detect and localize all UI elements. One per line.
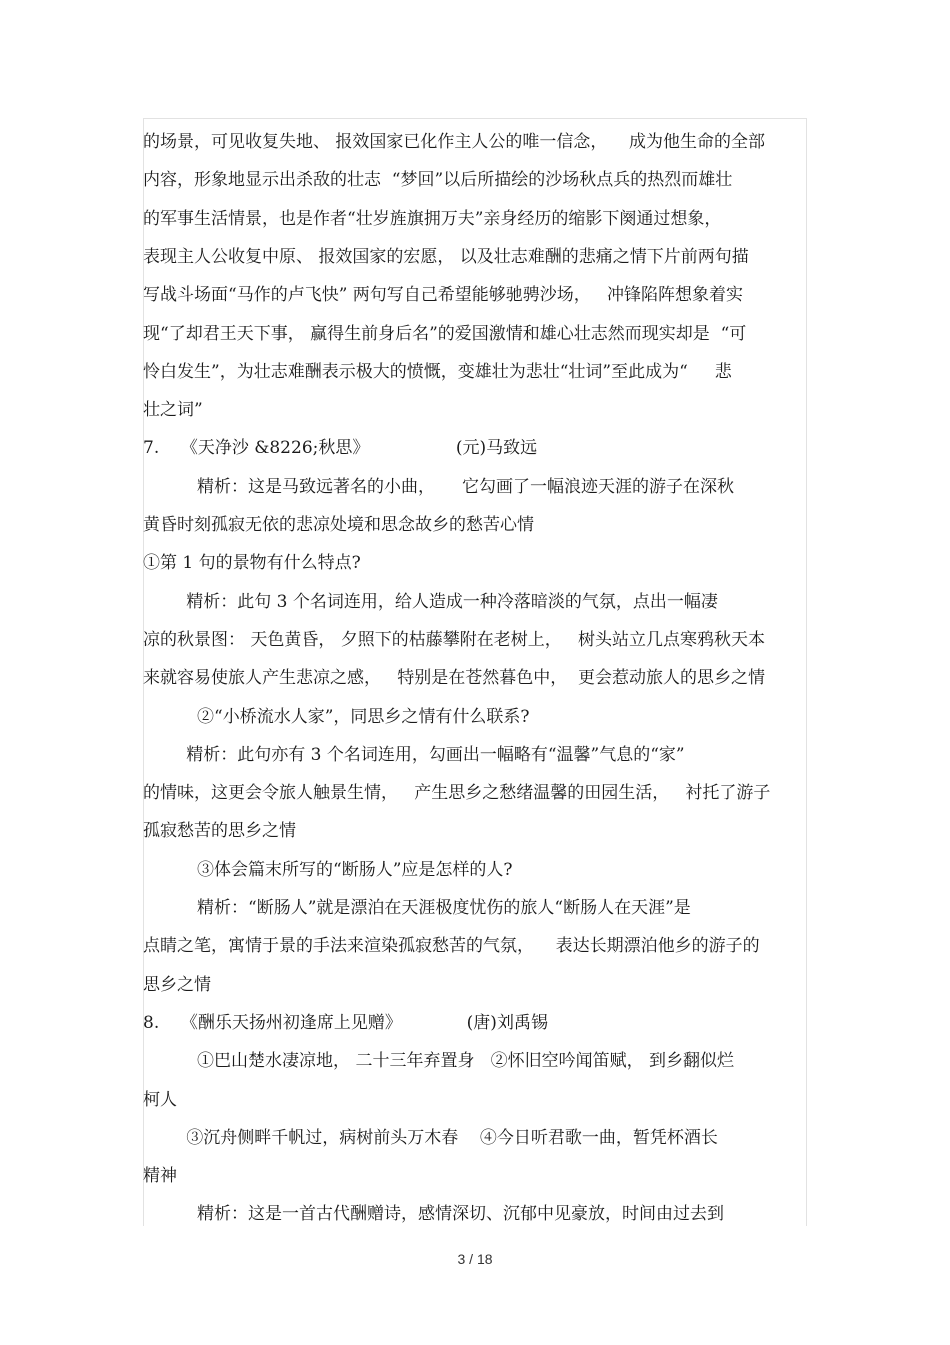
text-line: 精析：“断肠人”就是漂泊在天涯极度忧伤的旅人“断肠人在天涯”是 <box>143 898 691 918</box>
text-line: 思乡之情 <box>143 974 211 995</box>
text-line: ①第 1 句的景物有什么特点? <box>143 553 361 574</box>
text-line: 内容，形象地显示出杀敌的壮志 “梦回”以后所描绘的沙场秋点兵的热烈而雄壮 <box>143 170 733 191</box>
text-line: 凉的秋景图： 天色黄昏， 夕照下的枯藤攀附在老树上， 树头站立几点寒鸦秋天本 <box>143 629 766 650</box>
text-line: 来就容易使旅人产生悲凉之感， 特别是在苍然暮色中， 更会惹动旅人的思乡之情 <box>143 668 766 689</box>
text-line: 怜白发生”，为壮志难酬表示极大的愤慨，变雄壮为悲壮“壮词”至此成为“ 悲 <box>143 361 732 382</box>
text-line: 现“了却君王天下事， 赢得生前身后名”的爱国激情和雄心壮志然而现实却是 “可 <box>143 323 747 344</box>
text-line: 的情味，这更会令旅人触景生情， 产生思乡之愁绪温馨的田园生活， 衬托了游子 <box>143 783 771 804</box>
text-line: ③体会篇末所写的“断肠人”应是怎样的人? <box>143 859 513 880</box>
text-line: 壮之词” <box>143 400 203 421</box>
text-line: ③沉舟侧畔千帆过，病树前头万木春 ④今日听君歌一曲，暂凭杯酒长 <box>143 1127 718 1148</box>
text-line: 精析：此句亦有 3 个名词连用，勾画出一幅略有“温馨”气息的“家” <box>143 744 685 765</box>
text-line: 精析：这是一首古代酬赠诗，感情深切、沉郁中见豪放，时间由过去到 <box>143 1204 725 1225</box>
text-line: 精神 <box>143 1166 177 1187</box>
text-line: 的场景，可见收复失地、 报效国家已化作主人公的唯一信念， 成为他生命的全部 <box>143 132 766 152</box>
text-line: 8. 《酬乐天扬州初逢席上见赠》 (唐)刘禹锡 <box>143 1012 548 1033</box>
text-line: 点睛之笔，寓情于景的手法来渲染孤寂愁苦的气氛， 表达长期漂泊他乡的游子的 <box>143 936 760 957</box>
page-number: 3 / 18 <box>457 1251 493 1267</box>
text-line: 的军事生活情景，也是作者“壮岁旌旗拥万夫”亲身经历的缩影下阕通过想象， <box>143 208 722 229</box>
text-line: 写战斗场面“马作的卢飞快” 两句写自己希望能够驰骋沙场， 冲锋陷阵想象着实 <box>143 285 743 306</box>
text-line: 精析：这是马致远著名的小曲， 它勾画了一幅浪迹天涯的游子在深秋 <box>143 476 735 497</box>
text-line: 孤寂愁苦的思乡之情 <box>143 821 296 842</box>
text-line: 黄昏时刻孤寂无依的悲凉处境和思念故乡的愁苦心情 <box>143 515 534 535</box>
text-line: ①巴山楚水凄凉地， 二十三年弃置身 ②怀旧空吟闻笛赋， 到乡翻似烂 <box>143 1051 735 1072</box>
text-line: 精析：此句 3 个名词连用，给人造成一种冷落暗淡的气氛，点出一幅凄 <box>143 591 718 612</box>
text-line: 表现主人公收复中原、 报效国家的宏愿， 以及壮志难酬的悲痛之情下片前两句描 <box>143 246 749 267</box>
text-line: 柯人 <box>143 1089 177 1110</box>
text-line: ②“小桥流水人家”，同思乡之情有什么联系? <box>143 706 530 727</box>
text-line: 7. 《天净沙 &8226;秋思》 (元)马致远 <box>143 438 538 459</box>
